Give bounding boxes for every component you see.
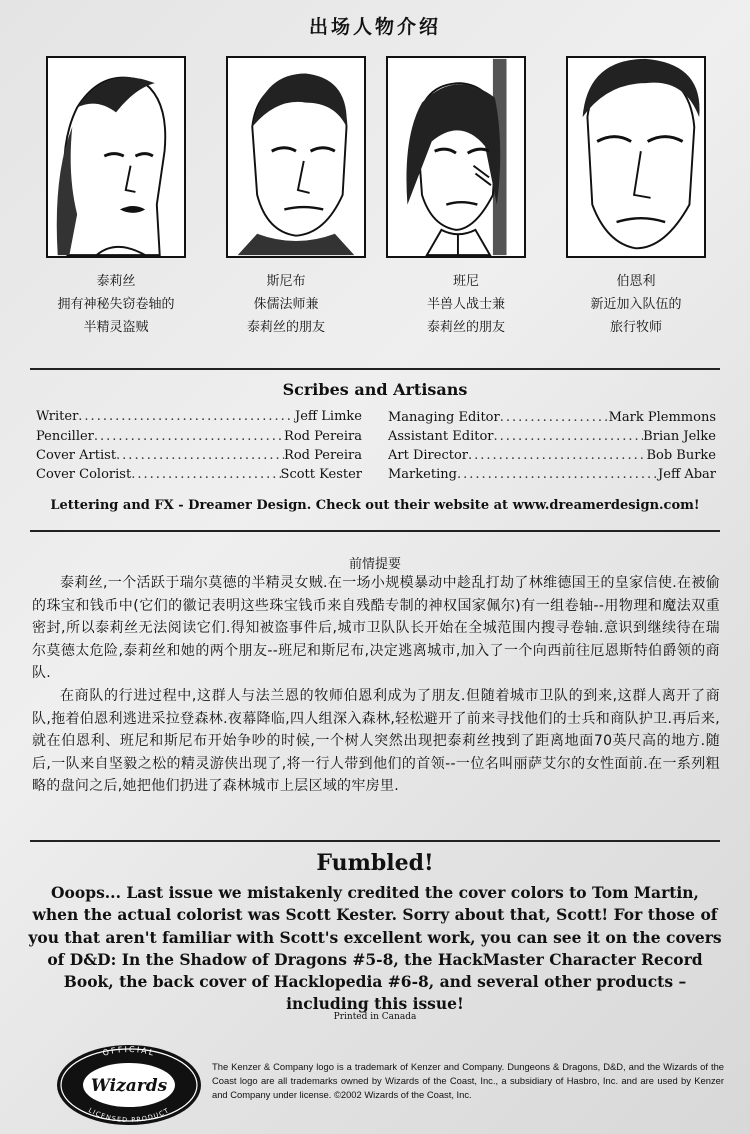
page-title: 出场人物介绍 bbox=[308, 16, 441, 38]
caption-line: 半兽人战士兼 bbox=[426, 297, 505, 312]
divider bbox=[30, 530, 720, 532]
credit-name: Mark Plemmons bbox=[608, 410, 716, 425]
credit-art-director bbox=[388, 448, 716, 468]
legal-notice: The Kenzer & Company logo is a trademark of Kenzer and Company. Dungeons & Dragons, D&D, and the Wizards of the Coast logo are all trademarks owned by Wizards of the Coast, Inc., a subsidiary of Hasbro, Inc. and are used by Kenzer and Company under license. ©2002 Wizards of the Coast, Inc. bbox=[212, 1061, 724, 1100]
caption-line: 泰莉丝的朋友 bbox=[426, 320, 505, 335]
caption-name: 班尼 bbox=[452, 274, 479, 289]
divider bbox=[30, 368, 720, 370]
logo-top-text: OFFICIAL bbox=[101, 1044, 157, 1058]
caption-bernley bbox=[546, 270, 726, 339]
portrait-snib bbox=[226, 56, 366, 258]
caption-line: 新近加入队伍的 bbox=[590, 297, 682, 312]
credit-writer bbox=[36, 409, 362, 429]
credit-role: Cover Artist bbox=[36, 448, 117, 463]
wizards-logo-icon bbox=[54, 1042, 204, 1128]
caption-terris bbox=[26, 270, 206, 339]
credit-name: Bob Burke bbox=[646, 448, 716, 463]
lettering-credit: Lettering and FX - Dreamer Design. Check out their website at www.dreamerdesign.com! bbox=[50, 498, 700, 513]
printed-in: Printed in Canada bbox=[333, 1012, 417, 1022]
fumbled-body: Ooops... Last issue we mistakenly credited the cover colors to Tom Martin, when the actual colorist was Scott Kester. Sorry about that, Scott! For those of you that aren't familiar with Scott's excellent work, you can see it on the covers of D&D: In the Shadow of Dragons #5-8, the HackMaster Character Record Book, the back cover of Hacklopedia #6-8, and several other products – including this issue! bbox=[28, 883, 722, 1014]
caption-benny bbox=[376, 270, 556, 339]
official-licensed-logo bbox=[54, 1042, 204, 1128]
credit-role: Art Director bbox=[388, 448, 468, 463]
recap-paragraph: 泰莉丝,一个活跃于瑞尔莫德的半精灵女贼.在一场小规模暴动中趁乱打劫了林维德国王的皇家信使.在被偷的珠宝和钱币中(它们的徽记表明这些珠宝钱币来自残酷专制的神权国家佩尔)有一组卷轴--用物理和魔法双重密封,所以泰莉丝无法阅读它们.得知被盗事件后,城市卫队队长开始在全城范围内搜寻卷轴.意识到继续待在瑞尔莫德太危险,泰莉丝和她的两个朋友--班尼和斯尼布,决定逃离城市,加入了一个向西前往厄恩斯特伯爵领的商队. bbox=[32, 575, 720, 682]
caption-snib bbox=[196, 270, 376, 339]
logo-bottom-text: LICENSED PRODUCT bbox=[87, 1106, 171, 1125]
portrait-terris bbox=[46, 56, 186, 258]
credit-name: Jeff Abar bbox=[658, 467, 716, 482]
leader-dots bbox=[468, 448, 646, 463]
caption-name: 斯尼布 bbox=[266, 274, 306, 289]
credit-penciller bbox=[36, 429, 362, 449]
credit-name: Scott Kester bbox=[280, 467, 362, 482]
portrait-bernley-image bbox=[568, 58, 704, 256]
credit-role: Penciller bbox=[36, 429, 94, 444]
leader-dots bbox=[78, 409, 295, 424]
caption-line: 半精灵盗贼 bbox=[83, 320, 149, 335]
credit-name: Rod Pereira bbox=[284, 448, 362, 463]
leader-dots bbox=[494, 429, 644, 444]
recap-title: 前情提要 bbox=[348, 557, 401, 572]
divider bbox=[30, 840, 720, 842]
credit-role: Assistant Editor bbox=[388, 429, 494, 444]
credit-cover-artist bbox=[36, 448, 362, 468]
portrait-bernley bbox=[566, 56, 706, 258]
leader-dots bbox=[500, 410, 609, 425]
credit-role: Marketing bbox=[388, 467, 457, 482]
portrait-terris-image bbox=[48, 58, 184, 256]
caption-line: 拥有神秘失窃卷轴的 bbox=[57, 297, 175, 312]
leader-dots bbox=[94, 429, 284, 444]
credit-cover-colorist bbox=[36, 467, 362, 487]
fumbled-title: Fumbled! bbox=[316, 850, 434, 876]
recap-paragraph: 在商队的行进过程中,这群人与法兰恩的牧师伯恩利成为了朋友.但随着城市卫队的到来,这群人离开了商队,拖着伯恩利逃进采拉登森林.夜幕降临,四人组深入森林,轻松避开了前来寻找他们的士兵和商队护卫.再后来,就在伯恩利、班尼和斯尼布开始争吵的时候,一个树人突然出现把泰莉丝拽到了距离地面70英尺高的地方.随后,一队来自坚毅之松的精灵游侠出现了,将一行人带到他们的首领--一位名叫丽萨艾尔的女性面前.在一系列粗略的盘问之后,她把他们扔进了森林城市上层区域的牢房里. bbox=[32, 687, 720, 795]
portrait-snib-image bbox=[228, 58, 364, 256]
caption-name: 伯恩利 bbox=[616, 274, 656, 289]
credit-name: Jeff Limke bbox=[295, 409, 362, 424]
caption-line: 旅行牧师 bbox=[609, 320, 662, 335]
credit-role: Cover Colorist bbox=[36, 467, 132, 482]
leader-dots bbox=[116, 448, 284, 463]
credit-assistant-editor bbox=[388, 429, 716, 449]
credit-role: Writer bbox=[36, 409, 79, 424]
leader-dots bbox=[131, 467, 280, 482]
credit-managing-editor bbox=[388, 410, 716, 430]
portrait-benny bbox=[386, 56, 526, 258]
leader-dots bbox=[457, 467, 658, 482]
logo-brand-text: Wizards bbox=[90, 1076, 168, 1096]
caption-name: 泰莉丝 bbox=[96, 274, 136, 289]
portrait-benny-image bbox=[388, 58, 524, 256]
credits-heading: Scribes and Artisans bbox=[282, 380, 468, 399]
credit-name: Rod Pereira bbox=[284, 429, 362, 444]
caption-line: 泰莉丝的朋友 bbox=[246, 320, 325, 335]
credit-marketing bbox=[388, 467, 716, 487]
credit-name: Brian Jelke bbox=[643, 429, 716, 444]
caption-line: 侏儒法师兼 bbox=[253, 297, 319, 312]
credit-role: Managing Editor bbox=[388, 410, 500, 425]
recap-text bbox=[32, 572, 720, 798]
